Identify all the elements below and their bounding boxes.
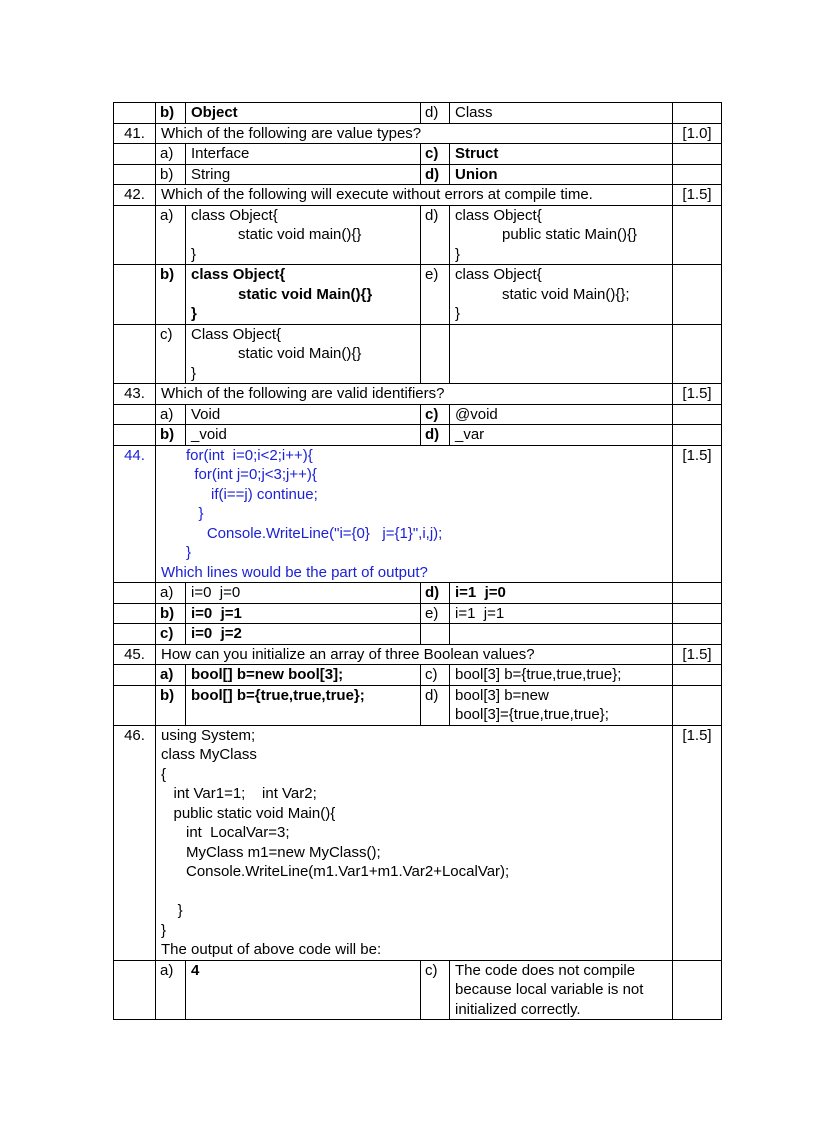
code-line: Console.WriteLine("i={0} j={1}",i,j); <box>161 524 443 542</box>
code-line: public static Main(){} <box>502 226 638 243</box>
option-label: c) <box>421 665 450 686</box>
question-row <box>114 123 722 144</box>
option-code <box>186 265 421 325</box>
option-label: c) <box>156 624 186 645</box>
code-line: } <box>455 305 461 322</box>
option-text: Void <box>186 404 421 425</box>
option-label: c) <box>421 960 450 1020</box>
code-line: for(int i=0;i<2;i++){ <box>161 446 313 464</box>
code-line <box>161 882 672 902</box>
table-row <box>114 665 722 686</box>
option-label: e) <box>421 265 450 325</box>
question-number: 45. <box>114 644 156 665</box>
table-row <box>114 164 722 185</box>
option-label: d) <box>421 583 450 604</box>
code-line: } <box>191 364 197 382</box>
question-marks: [1.5] <box>673 384 722 405</box>
question-number: 43. <box>114 384 156 405</box>
code-line: } <box>191 305 197 322</box>
option-text: i=0 j=0 <box>186 583 421 604</box>
code-line: bool[3]={true,true,true}; <box>455 706 609 723</box>
question-text: Which of the following are value types? <box>156 123 673 144</box>
option-text: Class <box>450 103 673 124</box>
option-text: 4 <box>186 960 421 1020</box>
option-label: b) <box>156 103 186 124</box>
question-text: How can you initialize an array of three Boolean values? <box>156 644 673 665</box>
text-line: initialized correctly. <box>455 1000 581 1018</box>
code-line: MyClass m1=new MyClass(); <box>161 843 381 861</box>
code-line: using System; <box>161 726 256 744</box>
code-line: } <box>161 921 167 939</box>
question-text: Which of the following will execute without errors at compile time. <box>156 185 673 206</box>
table-row <box>114 685 722 725</box>
question-text: Which lines would be the part of output? <box>161 563 428 581</box>
table-row <box>114 404 722 425</box>
option-text: bool[] b={true,true,true}; <box>186 685 421 725</box>
code-line: } <box>161 902 183 919</box>
table-row <box>114 144 722 165</box>
table-row <box>114 425 722 446</box>
question-number: 44. <box>114 445 156 583</box>
text-line: because local variable is not <box>455 981 644 998</box>
question-marks: [1.0] <box>673 123 722 144</box>
question-marks: [1.5] <box>673 445 722 583</box>
code-line: static void Main(){} <box>238 345 362 362</box>
question-text: Which of the following are valid identifiers? <box>156 384 673 405</box>
question-row <box>114 384 722 405</box>
option-label: a) <box>156 665 186 686</box>
option-label: b) <box>156 164 186 185</box>
code-line: class MyClass <box>161 746 257 763</box>
code-line: static void Main(){} <box>238 285 373 303</box>
code-line: int Var1=1; int Var2; <box>161 785 317 802</box>
question-row <box>114 185 722 206</box>
table-row <box>114 624 722 645</box>
option-text: Struct <box>450 144 673 165</box>
option-code <box>186 205 421 265</box>
question-row <box>114 644 722 665</box>
code-line: class Object{ <box>191 266 286 283</box>
option-code <box>450 685 673 725</box>
table-row <box>114 960 722 1020</box>
option-code <box>450 265 673 325</box>
code-line: static void main(){} <box>238 226 362 243</box>
option-label: d) <box>421 103 450 124</box>
code-line: for(int j=0;j<3;j++){ <box>161 466 317 483</box>
code-line: public static void Main(){ <box>161 804 336 822</box>
option-label: c) <box>421 404 450 425</box>
option-label: e) <box>421 603 450 624</box>
question-table <box>113 102 722 1020</box>
option-label: d) <box>421 164 450 185</box>
code-line: class Object{ <box>455 206 542 224</box>
option-label: d) <box>421 425 450 446</box>
option-label: a) <box>156 583 186 604</box>
option-label: c) <box>156 324 186 384</box>
option-text: bool[3] b={true,true,true}; <box>450 665 673 686</box>
option-label: a) <box>156 960 186 1020</box>
option-label: a) <box>156 404 186 425</box>
code-line: } <box>455 245 461 263</box>
option-label: d) <box>421 205 450 265</box>
option-text: bool[] b=new bool[3]; <box>186 665 421 686</box>
option-label: b) <box>156 603 186 624</box>
option-text: @void <box>450 404 673 425</box>
question-text: The output of above code will be: <box>161 941 382 958</box>
question-marks: [1.5] <box>673 644 722 665</box>
code-line: } <box>161 505 204 522</box>
table-row <box>114 103 722 124</box>
code-line: class Object{ <box>191 206 278 224</box>
question-row <box>114 725 722 960</box>
table-row <box>114 324 722 384</box>
question-code <box>156 445 673 583</box>
table-row <box>114 265 722 325</box>
code-line: Console.WriteLine(m1.Var1+m1.Var2+LocalVar); <box>161 863 510 880</box>
option-text: _var <box>450 425 673 446</box>
text-line: The code does not compile <box>455 961 636 979</box>
option-label: b) <box>156 685 186 725</box>
question-number: 41. <box>114 123 156 144</box>
question-code <box>156 725 673 960</box>
question-marks: [1.5] <box>673 725 722 960</box>
option-text <box>450 960 673 1020</box>
option-code <box>186 324 421 384</box>
option-label: c) <box>421 144 450 165</box>
option-text: _void <box>186 425 421 446</box>
option-code <box>450 205 673 265</box>
question-marks: [1.5] <box>673 185 722 206</box>
code-line: { <box>161 765 167 783</box>
code-line: Class Object{ <box>191 325 282 343</box>
option-text: Object <box>186 103 421 124</box>
code-line: static void Main(){}; <box>502 285 630 303</box>
code-line: bool[3] b=new <box>455 686 549 704</box>
table-row <box>114 205 722 265</box>
option-text: Interface <box>186 144 421 165</box>
option-label: b) <box>156 265 186 325</box>
option-label: b) <box>156 425 186 446</box>
code-line: class Object{ <box>455 266 542 283</box>
code-line: } <box>191 245 197 263</box>
code-line: int LocalVar=3; <box>161 824 290 841</box>
table-row <box>114 603 722 624</box>
question-row <box>114 445 722 583</box>
option-text: Union <box>450 164 673 185</box>
option-text: String <box>186 164 421 185</box>
code-line: } <box>161 544 192 561</box>
option-text: i=0 j=2 <box>186 624 421 645</box>
question-number: 46. <box>114 725 156 960</box>
question-number: 42. <box>114 185 156 206</box>
option-text: i=1 j=1 <box>450 603 673 624</box>
option-label: a) <box>156 144 186 165</box>
option-text: i=0 j=1 <box>186 603 421 624</box>
table-row <box>114 583 722 604</box>
option-text: i=1 j=0 <box>450 583 673 604</box>
code-line: if(i==j) continue; <box>161 485 318 503</box>
option-label: d) <box>421 685 450 725</box>
option-label: a) <box>156 205 186 265</box>
